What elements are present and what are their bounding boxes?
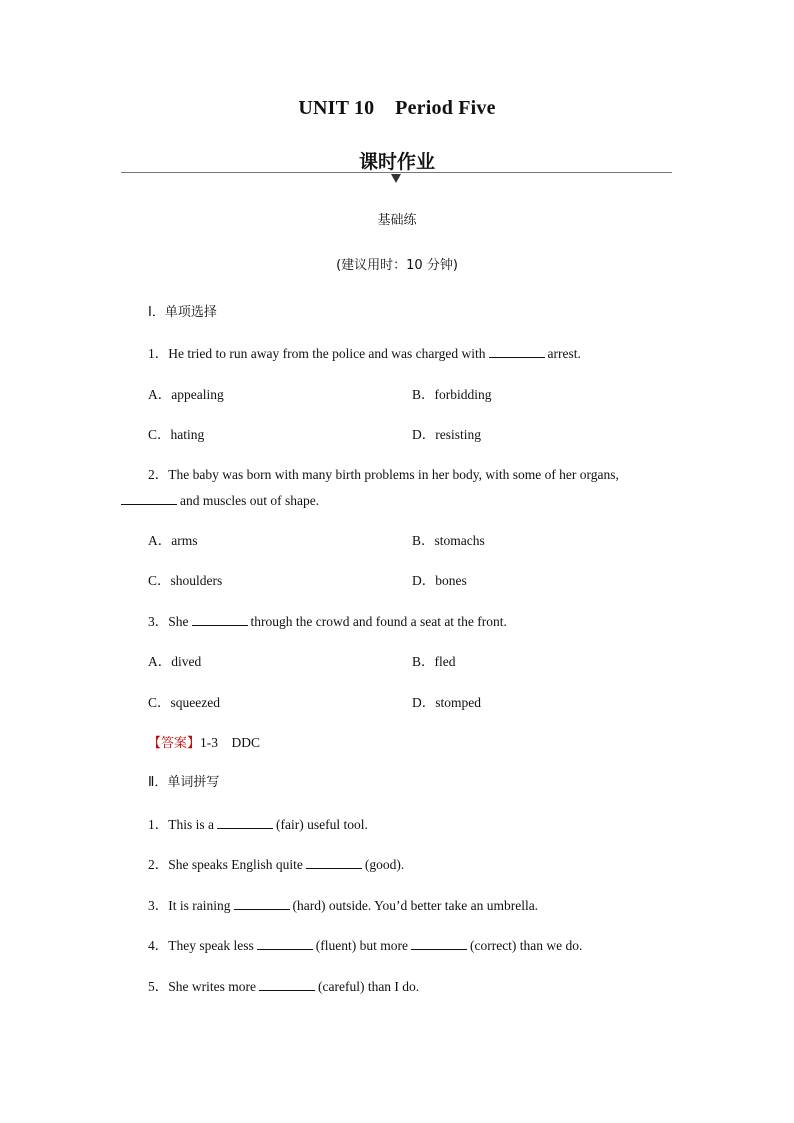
- item-text-before: This is a: [168, 817, 214, 832]
- item-text-before: She speaks English quite: [168, 857, 303, 872]
- item-number: 2．: [148, 857, 169, 872]
- answer-blank: [192, 613, 248, 626]
- answer-blank: [306, 856, 362, 869]
- item-number: 5．: [148, 979, 169, 994]
- question-text-before: He tried to run away from the police and was charged with: [168, 346, 486, 361]
- section-subtitle: 课时作业: [358, 151, 435, 173]
- section1-heading: Ⅰ．单项选择: [148, 305, 217, 320]
- answer-text: 1-3 DDC: [200, 735, 261, 750]
- answer-blank: [259, 978, 315, 991]
- option-d: D．bones: [412, 573, 467, 588]
- question-number: 2．: [148, 467, 169, 482]
- spelling-item-3: [148, 894, 538, 914]
- answer-blank: [217, 816, 273, 829]
- item-text-after: (careful) than I do.: [317, 979, 420, 994]
- answer-blank: [257, 937, 313, 950]
- item-text-before: She writes more: [168, 979, 256, 994]
- question-text-before: She: [168, 614, 189, 629]
- option-b: B．fled: [412, 654, 456, 669]
- answer-line: [148, 731, 260, 751]
- option-a: A．dived: [148, 654, 202, 669]
- question-1: [148, 342, 581, 362]
- spelling-item-5: [148, 975, 419, 995]
- item-number: 4．: [148, 938, 169, 953]
- question-3: [148, 610, 507, 630]
- answer-blank: [234, 897, 290, 910]
- question-text-after: and muscles out of shape.: [180, 493, 320, 508]
- time-note: (建议用时：10 分钟): [336, 258, 458, 273]
- level-label: 基础练: [377, 213, 417, 228]
- item-text-before: They speak less: [168, 938, 254, 953]
- spelling-item-4: [148, 934, 582, 954]
- question-text-after: through the crowd and found a seat at the front.: [250, 614, 507, 629]
- question-text-before: The baby was born with many birth problems in her body, with some of her organs,: [168, 467, 619, 482]
- item-text-after: (good).: [364, 857, 405, 872]
- answer-tag: 【答案】: [148, 736, 201, 751]
- answer-blank: [121, 492, 177, 505]
- question-number: 1．: [148, 346, 169, 361]
- option-c: C．squeezed: [148, 695, 220, 710]
- option-b: B．stomachs: [412, 533, 485, 548]
- item-text-after: (correct) than we do.: [469, 938, 583, 953]
- option-d: D．stomped: [412, 695, 481, 710]
- question-text-after: arrest.: [547, 346, 581, 361]
- item-number: 1．: [148, 817, 169, 832]
- section2-heading: Ⅱ．单词拼写: [148, 775, 220, 790]
- option-c: C．hating: [148, 427, 205, 442]
- question-2: [121, 462, 674, 514]
- answer-blank: [489, 345, 545, 358]
- answer-blank: [411, 937, 467, 950]
- triangle-down-icon: [391, 174, 401, 183]
- item-text-after: (hard) outside. You’d better take an umbrella.: [292, 898, 539, 913]
- header-divider: [121, 172, 672, 173]
- option-b: B．forbidding: [412, 387, 492, 402]
- item-text-middle: (fluent) but more: [315, 938, 408, 953]
- option-a: A．appealing: [148, 387, 224, 402]
- item-text-after: (fair) useful tool.: [276, 817, 368, 832]
- option-a: A．arms: [148, 533, 198, 548]
- spelling-item-2: [148, 853, 404, 873]
- item-text-before: It is raining: [168, 898, 231, 913]
- option-d: D．resisting: [412, 427, 481, 442]
- question-number: 3．: [148, 614, 169, 629]
- page-title: UNIT 10 Period Five: [298, 97, 496, 119]
- item-number: 3．: [148, 898, 169, 913]
- spelling-item-1: [148, 813, 368, 833]
- option-c: C．shoulders: [148, 573, 223, 588]
